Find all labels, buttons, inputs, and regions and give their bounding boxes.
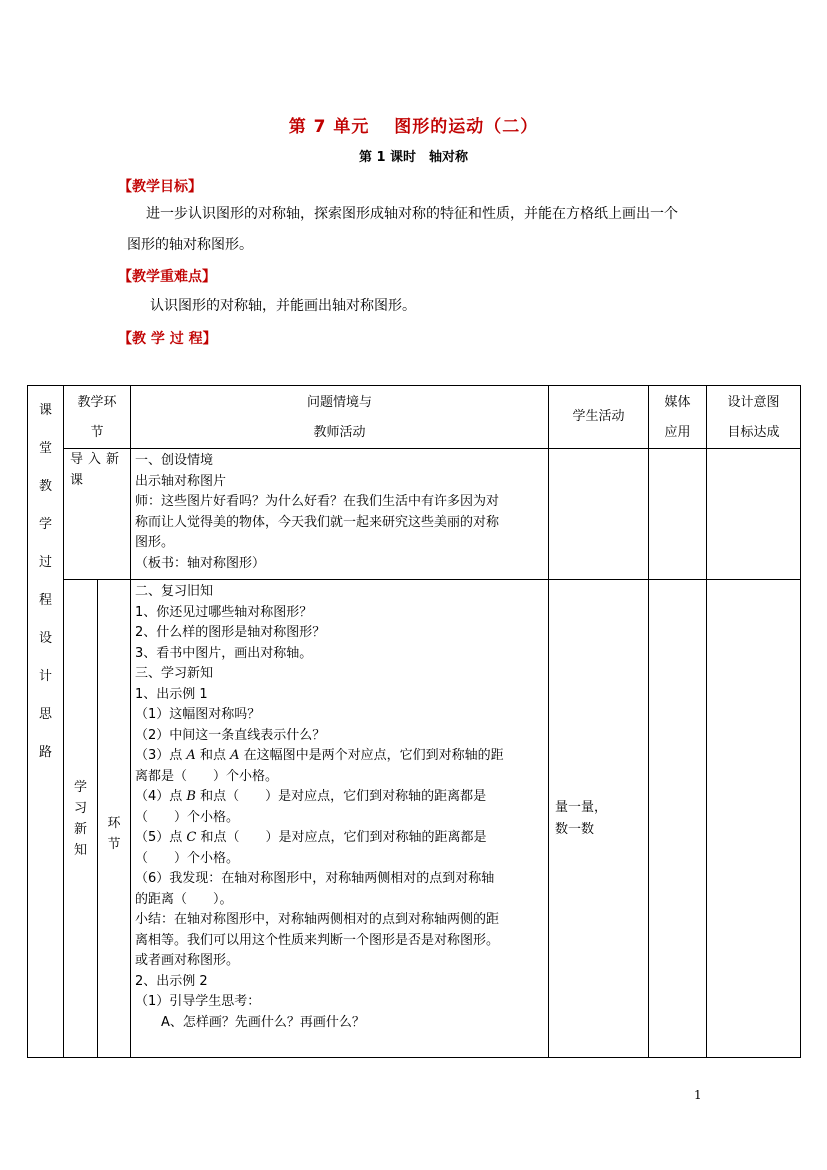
situation-new-knowledge: 二、复习旧知 1、你还见过哪些轴对称图形？ 2、什么样的图形是轴对称图形？ 3、看书中图片，画出对称轴。 三、学习新知 1、出示例 1 （1）这幅图对称吗？ （2）中间这一条直线表示什么？ （3）点 A 和点 A 在这幅图中是两个对应点，它们到对称轴的距 离都是（ ）个小格。 （4）点 B 和点（ ）是对应点，它们到对称轴的距离都是 （ ）个小格。 （5）点 C 和点（ ）是对应点，它们到对称轴的距离都是 （ ）个小格。 （6）我发现：在轴对称图形中，对称轴两侧相对的点到对称轴 的距离（ ）。 小结：在轴对称图形中，对称轴两侧相对的点到对称轴两侧的距 离相等。我们可以用这个性质来判断一个图形是否是对称图形。 或者画对称图形。 2、出示例 2 （1）引导学生思考： A、怎样画？先画什么？再画什么？: [131, 580, 549, 1058]
lesson-subtitle: 第 1 课时 轴对称: [358, 150, 469, 165]
situation-intro: 一、创设情境 出示轴对称图片 师：这些图片好看吗？为什么好看？在我们生活中有许多因为对 称而让人觉得美的物体，今天我们就一起来研究这些美丽的对称 图形。 （板书：轴对称图形）: [131, 449, 549, 580]
stage-segment: 环 节: [98, 580, 131, 1058]
header-student-activity: 学生活动: [549, 386, 649, 449]
table-row-new-knowledge: [28, 580, 801, 1058]
goal-text-line2: 图形的轴对称图形。: [127, 237, 253, 253]
header-row: [28, 386, 801, 449]
lesson-plan-table: [27, 385, 801, 1058]
design-new-knowledge: [707, 580, 801, 1058]
process-heading: 【教 学 过 程】: [118, 331, 217, 347]
page-title: 第 7 单元 图形的运动（二）: [288, 117, 539, 137]
media-intro: [649, 449, 707, 580]
header-media: 媒体 应用: [649, 386, 707, 449]
stage-intro: 导入新课: [64, 449, 131, 580]
goal-text-line1: 进一步认识图形的对称轴，探索图形成轴对称的特征和性质，并能在方格纸上画出一个: [146, 206, 678, 222]
media-new-knowledge: [649, 580, 707, 1058]
student-intro: [549, 449, 649, 580]
goal-heading: 【教学目标】: [118, 179, 202, 195]
student-new-knowledge: 量一量， 数一数: [549, 580, 649, 1058]
page-number: 1: [694, 1088, 702, 1102]
header-stage: 教学环 节: [64, 386, 131, 449]
key-points-heading: 【教学重难点】: [118, 269, 216, 285]
stage-new-knowledge: 学 习 新 知: [64, 580, 98, 1058]
header-situation: 问题情境与 教师活动: [131, 386, 549, 449]
design-intro: [707, 449, 801, 580]
side-label-cell: 课 堂 教 学 过 程 设 计 思 路: [28, 386, 64, 1058]
header-design: 设计意图 目标达成: [707, 386, 801, 449]
key-points-text: 认识图形的对称轴，并能画出轴对称图形。: [150, 298, 416, 314]
table-row-intro: [28, 449, 801, 580]
